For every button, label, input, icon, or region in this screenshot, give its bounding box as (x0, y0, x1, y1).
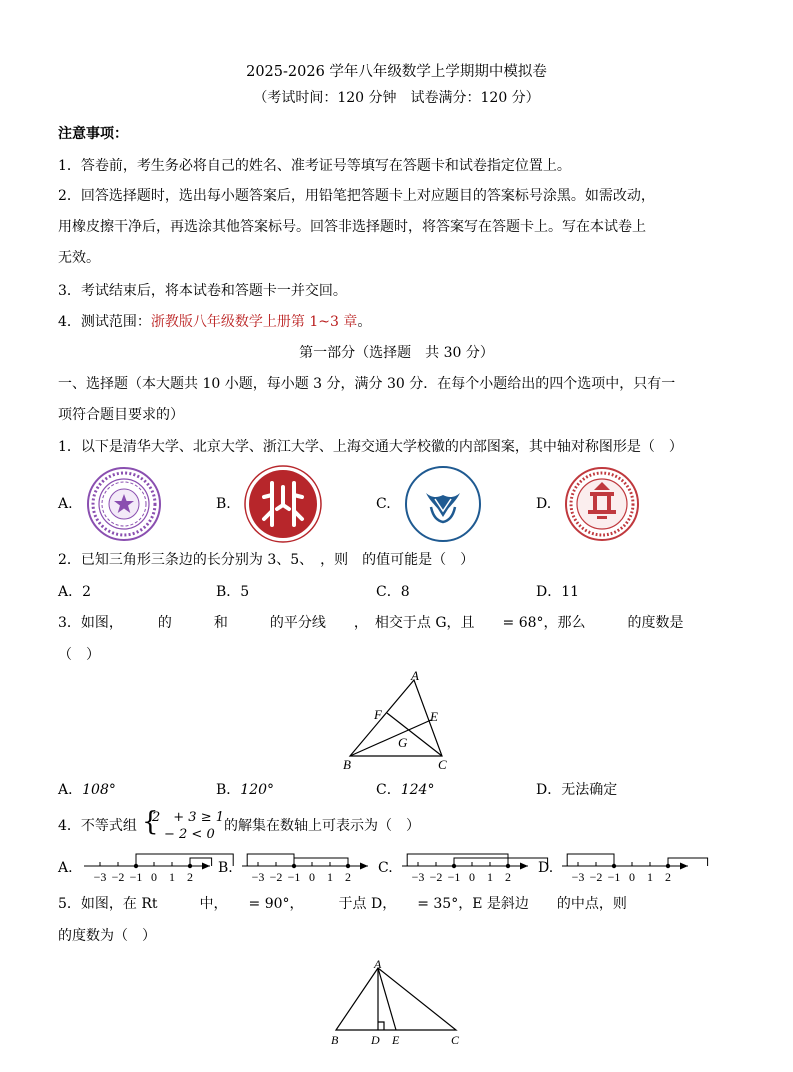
q5-label-c: C (451, 1033, 460, 1047)
number-line-tick-label: −2 (589, 870, 603, 884)
q3-label-b: B (343, 757, 351, 772)
q3-option-c-letter: C． (376, 782, 401, 798)
solution-bracket (190, 858, 212, 866)
number-line-tick-label: 0 (629, 870, 635, 884)
endpoint-dot (612, 864, 616, 868)
q3-option-c-value: 124° (400, 782, 435, 798)
endpoint-dot (292, 864, 296, 868)
number-line-tick-label: −3 (251, 870, 265, 884)
q4-inequality-1: 2 + 3 ≥ 1 (152, 810, 224, 825)
q2-stem: 2．已知三角形三条边的长分别为 3、5、 ，则 的值可能是（ ） (58, 552, 475, 568)
q1-option-a-label: A. (58, 496, 73, 512)
number-line-tick-label: −3 (93, 870, 107, 884)
number-line-tick-label: 0 (309, 870, 315, 884)
number-line-arrow-icon (680, 863, 688, 870)
q4-option-b-label: B. (218, 860, 233, 876)
q3-option-a (58, 782, 116, 799)
number-line-tick-label: −2 (111, 870, 125, 884)
section-heading-line-1: 一、选择题（本大题共 10 小题，每小题 3 分，满分 30 分．在每个小题给出的四个选项中，只有一 (58, 376, 676, 392)
number-line-tick-label: −1 (129, 870, 143, 884)
tsinghua-emblem-icon (86, 466, 162, 542)
number-line-tick-label: −1 (287, 870, 301, 884)
endpoint-dot (346, 864, 350, 868)
q4-brace: { (142, 807, 159, 837)
exam-subtitle: （考试时间：120 分钟 试卷满分：120 分） (253, 90, 540, 106)
q4-number-line-d (562, 840, 698, 884)
q3-triangle-figure (336, 668, 462, 780)
q3-label-f: F (374, 707, 382, 722)
part1-title: 第一部分（选择题 共 30 分） (299, 345, 494, 361)
q5-stem-line-2: 的度数为（ ） (58, 928, 156, 944)
number-line-tick-label: 2 (187, 870, 193, 884)
q5-stem-line-1: 5．如图，在 Rt 中， = 90°， 于点 D， = 35°，E 是斜边 的中点，则 (58, 896, 627, 912)
q2-option-a: A．2 (58, 584, 92, 600)
number-line-tick-label: −2 (269, 870, 283, 884)
notice-item-2-line-3: 无效。 (58, 250, 100, 266)
endpoint-dot (134, 864, 138, 868)
q3-option-d-value: 无法确定 (561, 782, 618, 798)
q5-label-d: D (371, 1033, 380, 1047)
q3-option-b-value: 120° (240, 782, 275, 798)
q3-option-d (536, 782, 617, 799)
q5-label-e: E (392, 1033, 400, 1047)
q3-option-c (376, 782, 434, 799)
number-line-tick-label: 1 (647, 870, 653, 884)
q3-label-g: G (398, 735, 408, 750)
number-line-tick-label: 1 (169, 870, 175, 884)
q3-label-e: E (430, 709, 438, 724)
endpoint-dot (452, 864, 456, 868)
sjtu-emblem-icon (564, 466, 640, 542)
notice-item-2-line-2: 用橡皮擦干净后，再选涂其他答案标号。回答非选择题时，将答案写在答题卡上。写在本试卷上 (58, 219, 646, 235)
number-line-tick-label: −2 (429, 870, 443, 884)
solution-bracket (294, 858, 348, 866)
number-line-tick-label: −3 (571, 870, 585, 884)
q3-stem-line-2: （ ） (58, 647, 100, 663)
number-line-arrow-icon (202, 863, 210, 870)
number-line-tick-label: −1 (447, 870, 461, 884)
q3-option-b-letter: B． (216, 782, 241, 798)
q2-option-c: C．8 (376, 584, 410, 600)
solution-bracket (136, 854, 233, 866)
q3-label-a: A (411, 668, 419, 683)
test-range: 浙教版八年级数学上册第 1~3 章 (150, 314, 358, 330)
exam-title: 2025-2026 学年八年级数学上学期期中模拟卷 (246, 64, 547, 80)
notice-item-2-line-1: 2．回答选择题时，选出每小题答案后，用铅笔把答题卡上对应题目的答案标号涂黑。如需改动， (58, 188, 655, 204)
solution-bracket (407, 854, 508, 866)
q4-option-c-label: C. (378, 860, 393, 876)
endpoint-dot (188, 864, 192, 868)
number-line-tick-label: 2 (345, 870, 351, 884)
q3-option-d-letter: D． (536, 782, 562, 798)
notice-item-4-prefix: 4．测试范围： (58, 314, 151, 330)
number-line-tick-label: −1 (607, 870, 621, 884)
q4-number-line-c (402, 840, 538, 884)
number-line-tick-label: 1 (327, 870, 333, 884)
q4-option-d-label: D. (538, 860, 554, 876)
q4-stem-suffix: 的解集在数轴上可表示为（ ） (224, 818, 420, 834)
q4-number-line-a (84, 840, 220, 884)
q5-label-b: B (331, 1033, 339, 1047)
number-line-tick-label: 1 (487, 870, 493, 884)
q4-number-line-b (242, 840, 378, 884)
q4-stem-prefix: 4．不等式组 (58, 818, 137, 834)
section-heading-line-2: 项符合题目要求的） (58, 407, 184, 423)
notice-item-1: 1．答卷前，考生务必将自己的姓名、准考证号等填写在答题卡和试卷指定位置上。 (58, 158, 571, 174)
solution-bracket (567, 854, 614, 866)
q3-option-a-letter: A． (58, 782, 83, 798)
number-line-tick-label: 0 (151, 870, 157, 884)
number-line-tick-label: 2 (665, 870, 671, 884)
notice-heading: 注意事项： (58, 126, 128, 142)
q3-option-b (216, 782, 274, 799)
q3-option-a-value: 108° (82, 782, 116, 798)
notice-item-3: 3．考试结束后，将本试卷和答题卡一并交回。 (58, 283, 347, 299)
solution-bracket (247, 854, 294, 866)
solution-bracket (668, 858, 708, 866)
q1-stem: 1．以下是清华大学、北京大学、浙江大学、上海交通大学校徽的内部图案，其中轴对称图形是（ ） (58, 439, 683, 455)
pku-emblem-icon (244, 465, 322, 543)
endpoint-dot (666, 864, 670, 868)
number-line-tick-label: 0 (469, 870, 475, 884)
notice-item-4-suffix: 。 (357, 314, 372, 330)
q4-option-a-label: A. (58, 860, 73, 876)
q5-label-a: A (374, 957, 382, 971)
q1-option-d-label: D. (536, 496, 552, 512)
q1-option-b-label: B. (216, 496, 231, 512)
number-line-tick-label: −3 (411, 870, 425, 884)
q3-label-c: C (438, 757, 447, 772)
notice-item-4 (58, 314, 371, 331)
endpoint-dot (506, 864, 510, 868)
q5-right-triangle-figure (326, 958, 472, 1050)
q2-option-b: B．5 (216, 584, 250, 600)
number-line-tick-label: 2 (505, 870, 511, 884)
q4-inequality-2: − 2 < 0 (164, 827, 215, 842)
q3-stem-line-1: 3．如图， 的 和 的平分线 ， 相交于点 G，且 = 68°，那么 的度数是 (58, 615, 684, 631)
q1-option-c-label: C. (376, 496, 391, 512)
q2-option-d: D．11 (536, 584, 580, 600)
solution-bracket (454, 858, 548, 866)
zju-emblem-icon (404, 465, 482, 543)
number-line-arrow-icon (360, 863, 368, 870)
number-line-arrow-icon (520, 863, 528, 870)
